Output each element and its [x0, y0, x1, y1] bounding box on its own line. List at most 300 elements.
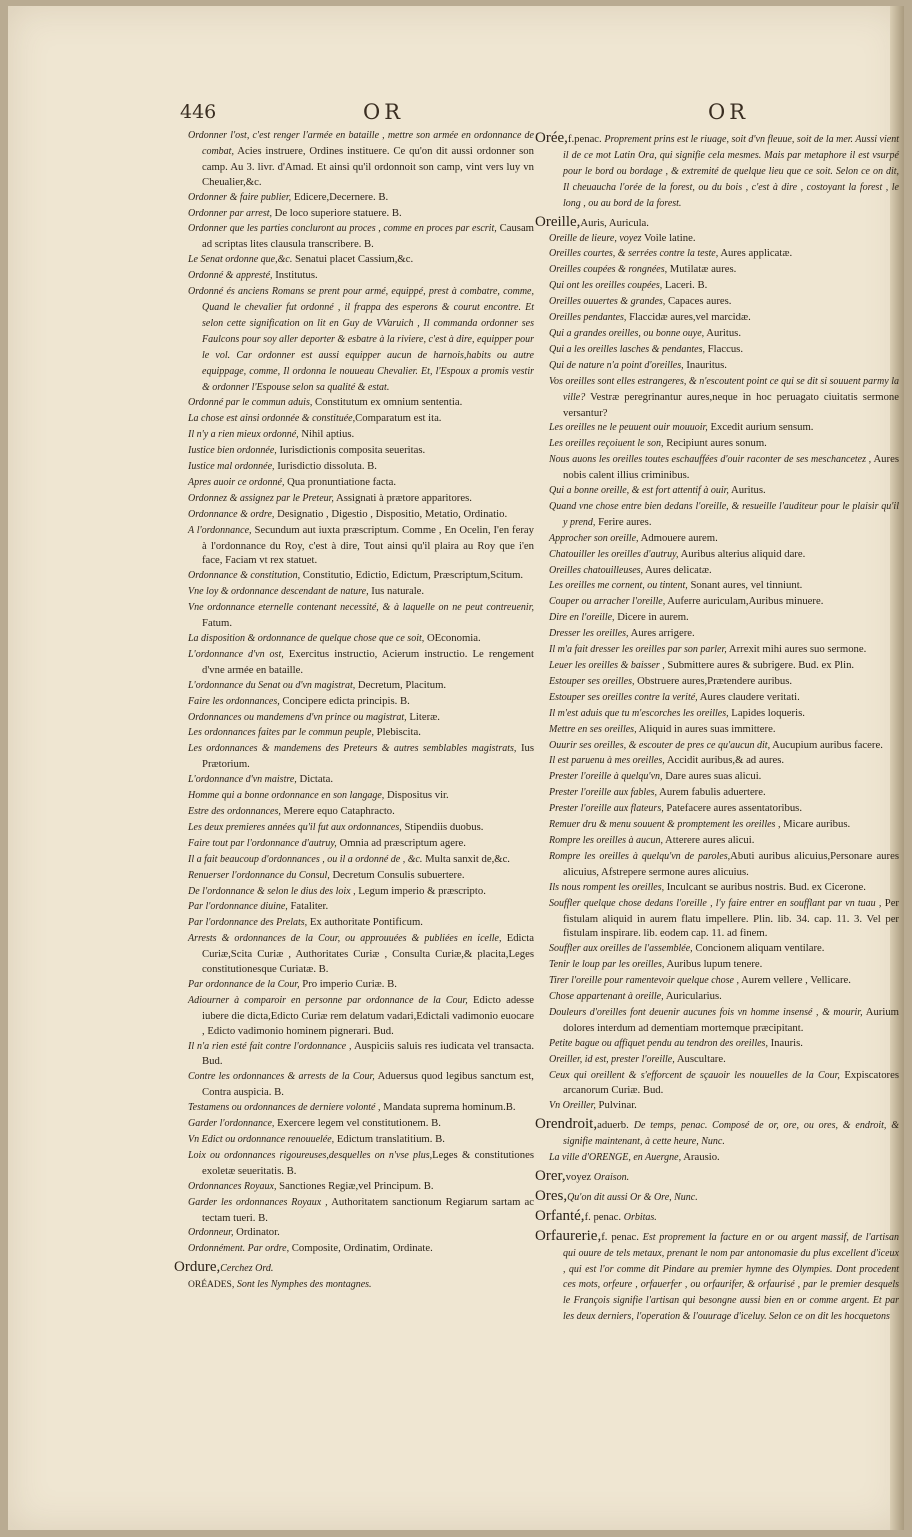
latin-equivalent: Edicto adesse iubere die dicta,Edicto Curiæ rem delatum vadari,Edictali vadimonio euocare , Edicto vadimonio hominem pignerari. Bud. — [202, 993, 534, 1037]
french-phrase: Ordonnances ou mandemens d'vn prince ou magistrat, — [188, 711, 407, 723]
dictionary-entry — [549, 706, 899, 722]
dictionary-entry — [549, 531, 899, 547]
latin-equivalent: Ferire aures. — [595, 515, 652, 528]
french-phrase: Oreiller, id est, prester l'oreille, — [549, 1053, 675, 1065]
latin-equivalent: Leges & constitutiones exoletæ seueritatis. B. — [202, 1148, 534, 1177]
dictionary-entry — [549, 483, 899, 499]
french-phrase: Il est paruenu à mes oreilles, — [549, 755, 665, 767]
latin-equivalent: Aucupium auribus facere. — [770, 738, 883, 751]
dictionary-entry — [549, 610, 899, 626]
grammar-note: f. penac. — [584, 1210, 624, 1223]
french-phrase: Quand vne chose entre bien dedans l'oreille, & resueille l'auditeur pour le plaisir qu'il y prend, — [549, 500, 899, 528]
dictionary-entry — [188, 1132, 534, 1148]
french-phrase: Tenir le loup par les oreilles, — [549, 959, 665, 971]
french-phrase: Tirer l'oreille pour ramentevoir quelque chose , — [549, 975, 739, 987]
french-phrase: Testamens ou ordonnances de derniere volonté , — [188, 1102, 381, 1114]
definition: Orbitas. — [623, 1211, 657, 1223]
latin-equivalent: Vestræ peregrinantur aures,neque in hoc peruagato ciuitatis sermone versantur? — [563, 390, 899, 419]
latin-equivalent: Dictata. — [296, 773, 334, 786]
headword: Orendroit, — [535, 1116, 598, 1133]
dictionary-entry — [188, 411, 534, 427]
french-phrase: Ils nous rompent les oreilles, — [549, 881, 665, 893]
french-phrase: A l'ordonnance, — [188, 524, 252, 536]
latin-equivalent: OEconomia. — [424, 632, 481, 644]
dictionary-entry — [549, 626, 899, 642]
french-phrase: Souffler quelque chose dedans l'oreille , l'y faire entrer en soufflant par vn tuau , — [549, 897, 882, 909]
french-phrase: Oreilles coupées & rongnées, — [549, 264, 668, 276]
dictionary-entry — [549, 1005, 899, 1036]
french-phrase: Ceux qui oreillent & s'efforcent de sçauoir les nouuelles de la Cour, — [549, 1069, 840, 1081]
french-phrase: Loix ou ordonnances rigoureuses,desquelles on n'vse plus, — [188, 1149, 433, 1161]
dictionary-entry — [188, 206, 534, 222]
definition: , Sont les Nymphes des montagnes. — [231, 1279, 372, 1291]
latin-equivalent: Concionem aliquam ventilare. — [692, 942, 825, 955]
dictionary-entry — [535, 1114, 900, 1150]
latin-equivalent: Auscultare. — [674, 1052, 726, 1065]
french-phrase: Par ordonnance de la Cour, — [188, 978, 300, 990]
dictionary-entry — [188, 1277, 534, 1293]
french-phrase: Ordonné par le commun aduis, — [188, 397, 313, 409]
latin-equivalent: Inauris. — [767, 1036, 803, 1049]
french-phrase: Douleurs d'oreilles font deuenir aucunes fois vn homme insensé , & mourir, — [549, 1006, 863, 1018]
latin-equivalent: Merere equo Cataphracto. — [280, 804, 395, 817]
latin-equivalent: Capaces aures. — [665, 295, 732, 308]
latin-equivalent: Flaccus. — [705, 342, 743, 355]
dictionary-entry — [549, 785, 899, 801]
dictionary-entry — [188, 694, 534, 710]
dictionary-entry — [549, 880, 899, 896]
dictionary-entry — [535, 212, 899, 231]
dictionary-entry — [535, 1186, 899, 1206]
grammar-note: f. penac. — [601, 1230, 643, 1243]
french-phrase: Ordonnez & assignez par le Preteur, — [188, 492, 334, 504]
latin-equivalent: Fatum. — [202, 617, 232, 630]
french-phrase: Ordonnance & constitution, — [188, 570, 301, 582]
dictionary-entry — [549, 1150, 899, 1166]
latin-equivalent: Expiscatores arcanorum Curiæ. Bud. — [563, 1068, 899, 1097]
dictionary-entry — [549, 294, 899, 310]
french-phrase: Ordonner par arrest, — [188, 207, 272, 219]
right-column — [535, 128, 900, 1325]
dictionary-entry — [188, 678, 534, 694]
dictionary-entry — [188, 647, 534, 678]
dictionary-entry — [188, 1069, 534, 1100]
latin-equivalent: Edicta Curiæ,Scita Curiæ , Authoritates Curiæ , Consulta Curiæ,& placita,Leges constitutionesque Curiatæ. B. — [202, 932, 534, 976]
latin-equivalent: Legum imperio & præscripto. — [355, 884, 486, 897]
latin-equivalent: Decretum Consulis subuertere. — [329, 868, 465, 881]
dictionary-entry — [174, 1257, 534, 1277]
french-phrase: Prester l'oreille à quelqu'vn, — [549, 771, 663, 783]
latin-equivalent: Pulvinar. — [595, 1099, 637, 1112]
dictionary-entry — [188, 584, 534, 600]
french-phrase: Oreilles pendantes, — [549, 312, 627, 324]
dictionary-entry — [188, 523, 534, 569]
dictionary-entry — [549, 642, 899, 658]
french-phrase: L'ordonnance d'vn ost, — [188, 648, 284, 660]
french-phrase: Homme qui a bonne ordonnance en son langage, — [188, 790, 385, 802]
dictionary-entry — [188, 252, 534, 268]
french-phrase: Par l'ordonnance diuine, — [188, 901, 288, 913]
dictionary-entry — [549, 753, 899, 769]
latin-equivalent: Excedit aurium sensum. — [707, 421, 814, 434]
latin-equivalent: Ordinator. — [233, 1226, 280, 1239]
latin-equivalent: Auricularius. — [663, 990, 722, 1003]
dictionary-entry — [188, 631, 534, 647]
dictionary-entry — [549, 817, 899, 833]
dictionary-entry — [549, 769, 899, 785]
dictionary-entry — [188, 600, 534, 631]
dictionary-entry — [188, 128, 534, 190]
french-phrase: Iustice mal ordonnée, — [188, 461, 275, 473]
french-phrase: Prester l'oreille aux fables, — [549, 787, 658, 799]
latin-equivalent: Edicere,Decernere. B. — [291, 190, 389, 203]
latin-equivalent: Aliquid in aures suas immittere. — [636, 722, 776, 735]
french-phrase: Dresser les oreilles, — [549, 628, 629, 640]
latin-equivalent: Nihil aptius. — [298, 428, 355, 441]
latin-equivalent: Acies instruere, Ordines instituere. Ce qu'on dit aussi ordonner son camp. Au 3. livr. d'Amad. Et ainsi qu'il ordonnoit son camp, vint vers luy vn Cheualier,&c. — [202, 144, 534, 188]
latin-equivalent: Patefacere aures assentatoribus. — [663, 802, 802, 815]
french-phrase: Il n'y a rien mieux ordonné, — [188, 429, 299, 441]
french-phrase: Qui de nature n'a point d'oreilles, — [549, 359, 684, 371]
latin-equivalent: Dicere in aurem. — [614, 611, 689, 624]
dictionary-entry — [549, 326, 899, 342]
dictionary-entry — [535, 1206, 899, 1226]
latin-equivalent: Ex authoritate Pontificum. — [307, 916, 423, 929]
dictionary-entry — [188, 868, 534, 884]
latin-equivalent: Assignati à prætore apparitores. — [333, 491, 472, 504]
latin-equivalent: Micare auribus. — [780, 818, 851, 831]
dictionary-entry — [188, 1225, 534, 1241]
dictionary-entry — [188, 804, 534, 820]
french-phrase: Souffler aux oreilles de l'assemblée, — [549, 943, 693, 955]
latin-equivalent: Arrexit mihi aures suo sermone. — [726, 643, 867, 656]
latin-equivalent: Edictum translatitium. B. — [334, 1133, 445, 1145]
latin-equivalent: Mandata suprema hominum.B. — [380, 1101, 516, 1114]
french-phrase: Faire les ordonnances, — [188, 695, 280, 707]
grammar-note: Auris, Auricula. — [580, 216, 649, 229]
french-phrase: Couper ou arracher l'oreille, — [549, 596, 666, 608]
latin-equivalent: Senatui placet Cassium,&c. — [292, 253, 414, 266]
latin-equivalent: Concipere edicta principis. B. — [279, 694, 410, 707]
french-phrase: Qui a bonne oreille, & est fort attentif à ouir, — [549, 485, 729, 497]
dictionary-entry — [188, 915, 534, 931]
dictionary-entry — [188, 443, 534, 459]
french-phrase: Il n'a rien esté fait contre l'ordonnance , — [188, 1040, 352, 1052]
latin-equivalent: Auribus lupum tenere. — [664, 958, 763, 971]
french-phrase: Garder les ordonnances Royaux , — [188, 1196, 328, 1208]
dictionary-entry — [549, 1098, 899, 1114]
french-phrase: Nous auons les oreilles toutes eschauffées d'ouir raconter de ses meschancetez , — [549, 454, 872, 466]
dictionary-entry — [549, 342, 899, 358]
latin-equivalent: Literæ. — [406, 710, 440, 723]
french-phrase: Contre les ordonnances & arrests de la Cour, — [188, 1071, 375, 1083]
dictionary-entry — [188, 852, 534, 868]
french-phrase: Apres auoir ce ordonné, — [188, 476, 285, 488]
french-phrase: Les oreilles reçoiuent le son, — [549, 438, 664, 450]
latin-equivalent: Constitutio, Edictio, Edictum, Præscriptum,Scitum. — [300, 569, 524, 582]
dictionary-entry — [188, 725, 534, 741]
french-phrase: Renuerser l'ordonnance du Consul, — [188, 869, 330, 881]
grammar-note: f.penac. — [567, 133, 605, 145]
latin-equivalent: Authoritatem sanctionum Regiarum sartam ac tectam tueri. B. — [202, 1195, 534, 1224]
latin-equivalent: Fataliter. — [287, 900, 329, 913]
french-phrase: Ordonné & appresté, — [188, 270, 273, 282]
latin-equivalent: Accidit auribus,& ad aures. — [664, 754, 785, 767]
french-phrase: Le Senat ordonne que,&c. — [188, 254, 293, 266]
latin-equivalent: Mutilatæ aures. — [667, 263, 737, 276]
headword: Ores, — [535, 1187, 568, 1204]
french-phrase: La chose est ainsi ordonnée & constituée, — [188, 413, 356, 425]
french-phrase: Oreille de lieure, voyez — [549, 232, 642, 244]
dictionary-entry — [188, 268, 534, 284]
french-phrase: La ville d'ORENGE, en Auergne, — [549, 1152, 682, 1164]
latin-equivalent: Auspiciis saluis res iudicata vel transacta. Bud. — [202, 1039, 534, 1068]
dictionary-entry — [188, 284, 534, 395]
dictionary-entry — [549, 358, 899, 374]
french-phrase: Les ordonnances & mandemens des Preteurs & autres semblables magistrats, — [188, 743, 517, 755]
definition: Oraison. — [593, 1172, 630, 1183]
dictionary-entry — [188, 568, 534, 584]
latin-equivalent: Lapides loqueris. — [728, 706, 805, 719]
french-phrase: Il m'est aduis que tu m'escorches les oreilles, — [549, 707, 729, 719]
headword: Orfanté, — [535, 1207, 585, 1224]
dictionary-entry — [549, 674, 899, 690]
latin-equivalent: Inculcant se auribus nostris. Bud. ex Cicerone. — [664, 880, 866, 893]
french-phrase: Vos oreilles sont elles estrangeres, & n'escoutent point ce qui se dit si souuent parmy la ville? — [549, 375, 899, 403]
dictionary-entry — [188, 977, 534, 993]
dictionary-entry — [188, 395, 534, 411]
latin-equivalent: Inauritus. — [683, 358, 727, 371]
latin-equivalent: Recipiunt aures sonum. — [663, 437, 767, 450]
latin-equivalent: Flaccidæ aures,vel marcidæ. — [626, 311, 751, 324]
dictionary-entry — [549, 738, 899, 754]
french-phrase: Mettre en ses oreilles, — [549, 723, 637, 735]
dictionary-entry — [549, 246, 899, 262]
latin-equivalent: Auferre auriculam,Auribus minuere. — [665, 595, 824, 608]
french-phrase: Qui ont les oreilles coupées, — [549, 280, 663, 292]
dictionary-entry — [188, 1179, 534, 1195]
french-phrase: De l'ordonnance & selon le dius des loix , — [188, 885, 356, 897]
dictionary-entry — [549, 452, 899, 483]
french-phrase: Garder l'ordonnance, — [188, 1118, 275, 1130]
french-phrase: Vn Edict ou ordonnance renouuelée, — [188, 1134, 335, 1145]
dictionary-entry — [188, 741, 534, 772]
latin-equivalent: Dare aures suas alicui. — [662, 770, 762, 783]
dictionary-entry — [549, 1068, 899, 1099]
french-phrase: Dire en l'oreille, — [549, 612, 615, 624]
french-phrase: Vne loy & ordonnance descendant de nature, — [188, 586, 369, 598]
dictionary-entry — [549, 989, 899, 1005]
french-phrase: Estre des ordonnances, — [188, 805, 281, 817]
dictionary-entry — [549, 547, 899, 563]
french-phrase: Ordonnément. Par ordre, — [188, 1243, 290, 1255]
dictionary-entry — [549, 499, 899, 531]
dictionary-entry — [188, 1195, 534, 1226]
latin-equivalent: Submittere aures & subrigere. Bud. ex Plin. — [664, 659, 855, 671]
latin-equivalent: Pro imperio Curiæ. B. — [299, 977, 397, 990]
french-phrase: Adiourner à comparoir en personne par ordonnance de la Cour, — [188, 994, 468, 1006]
definition: Cerchez Ord. — [220, 1263, 274, 1275]
french-phrase: Les oreilles ne le peuuent ouir mouuoir, — [549, 422, 708, 434]
grammar-note: voyez — [565, 1171, 594, 1183]
dictionary-entry — [549, 801, 899, 817]
dictionary-entry — [188, 710, 534, 726]
dictionary-entry — [188, 459, 534, 475]
french-phrase: Chose appartenant à oreille, — [549, 991, 664, 1003]
french-phrase: Remuer dru & menu souuent & promptement les oreilles , — [549, 819, 781, 831]
french-phrase: Vne ordonnance eternelle contenant necessité, & à laquelle on ne peut contreuenir, — [188, 602, 534, 614]
french-phrase: Ordonnances Royaux, — [188, 1180, 277, 1192]
french-phrase: Oreilles courtes, & serrées contre la teste, — [549, 248, 719, 260]
french-phrase: Leuer les oreilles & baisser , — [549, 660, 665, 671]
dictionary-entry — [549, 833, 899, 849]
latin-equivalent: Obstruere aures,Prætendere auribus. — [634, 674, 793, 687]
latin-equivalent: Abuti auribus alicuius,Personare aures alicuius, Afstrepere sermone aures alicuius. — [563, 849, 899, 878]
latin-equivalent: Ius Prætorium. — [202, 742, 535, 771]
dictionary-entry — [188, 836, 534, 852]
french-phrase: Les ordonnances faites par le commun peuple, — [188, 727, 374, 739]
dictionary-entry — [549, 941, 899, 957]
latin-equivalent: Exercitus instructio, Acierum instructio. Le rengement d'vne armée en bataille. — [202, 647, 534, 676]
latin-equivalent: Laceri. B. — [662, 279, 708, 292]
left-column — [174, 128, 535, 1293]
grammar-note: aduerb. — [597, 1119, 634, 1132]
french-phrase: Par l'ordonnance des Prelats, — [188, 917, 308, 929]
headword: Orée, — [535, 130, 568, 146]
dictionary-entry — [549, 262, 899, 278]
dictionary-entry — [549, 420, 899, 436]
dictionary-entry — [549, 1052, 899, 1068]
french-phrase: Prester l'oreille aux flateurs, — [549, 803, 664, 815]
latin-equivalent: Auritus. — [728, 484, 766, 497]
latin-equivalent: Aurium dolores interdum ad dementiam mortemque præcipitant. — [563, 1005, 899, 1034]
latin-equivalent: Plebiscita. — [374, 726, 421, 739]
french-phrase: Vn Oreiller, — [549, 1100, 596, 1112]
dictionary-entry — [549, 310, 899, 326]
dictionary-entry — [549, 594, 899, 610]
latin-equivalent: Stipendiis duobus. — [401, 820, 484, 833]
french-phrase: Rompre les oreilles à aucun, — [549, 834, 663, 846]
left-running-head: OR — [363, 100, 405, 124]
latin-equivalent: Aurem fabulis aduertere. — [657, 786, 766, 799]
french-phrase: L'ordonnance d'vn maistre, — [188, 774, 297, 786]
latin-equivalent: Sonant aures, vel tinniunt. — [687, 579, 803, 592]
dictionary-entry — [188, 993, 534, 1039]
latin-equivalent: Aurem vellere , Vellicare. — [738, 974, 851, 987]
french-phrase: Les oreilles me cornent, ou tintent, — [549, 580, 688, 592]
right-running-head: OR — [708, 100, 750, 124]
headword: Orfaurerie, — [535, 1227, 602, 1244]
french-phrase: Estouper ses oreilles contre la verité, — [549, 691, 698, 703]
french-phrase: Approcher son oreille, — [549, 532, 639, 544]
dictionary-entry — [188, 491, 534, 507]
dictionary-entry — [188, 931, 534, 977]
french-phrase: Rompre les oreilles à quelqu'vn de paroles, — [549, 850, 731, 862]
headword: Orer, — [535, 1168, 566, 1184]
definition: De temps, penac. Composé de or, ore, ou ores, & endroit, & signifie maintenant, à cette heure, Nunc. — [563, 1120, 900, 1148]
latin-equivalent: Constitutum ex omnium sententia. — [312, 396, 463, 409]
dictionary-entry — [549, 563, 899, 579]
latin-equivalent: Atterere aures alicui. — [662, 833, 755, 846]
headword: ORÉADES — [188, 1280, 232, 1291]
dictionary-entry — [549, 374, 899, 421]
french-phrase: L'ordonnance du Senat ou d'vn magistrat, — [188, 679, 356, 691]
latin-equivalent: Aures arrigere. — [628, 627, 695, 640]
dictionary-entry — [188, 1039, 534, 1070]
dictionary-entry — [188, 190, 534, 206]
dictionary-entry — [549, 690, 899, 706]
dictionary-entry — [549, 278, 899, 294]
latin-equivalent: Aures nobis calent illius criminibus. — [563, 453, 899, 482]
latin-equivalent: Iurisdictionis composita seueritas. — [276, 444, 426, 457]
latin-equivalent: Per fistulam aliquid in aurem flatu impellere. Plin. lib. 34. cap. 11. 3. Vel per fistulam inspirare. lib. eodem cap. 11. ad finem. — [563, 896, 899, 940]
latin-equivalent: Secundum aut iuxta præscriptum. Comme , En Ocelin, I'en feray à l'ordonnance du Roy, c'est à dire, Tout ainsi qu'il plaira au Roy que i'en face, Faciam vt rex statuet. — [202, 523, 534, 567]
latin-equivalent: Causam ad scriptas lites clausula transcribere. B. — [202, 222, 534, 251]
dictionary-entry — [188, 884, 534, 900]
dictionary-entry — [188, 1100, 534, 1116]
dictionary-entry — [188, 820, 534, 836]
latin-equivalent: Admouere aurem. — [638, 531, 718, 544]
latin-equivalent: Decretum, Placitum. — [355, 678, 447, 691]
latin-equivalent: Auribus alterius aliquid dare. — [678, 547, 806, 560]
french-phrase: Il m'a fait dresser les oreilles par son parler, — [549, 644, 727, 656]
french-phrase: Les deux premieres années qu'il fut aux ordonnances, — [188, 821, 402, 833]
dictionary-page — [8, 6, 904, 1530]
latin-equivalent: Composite, Ordinatim, Ordinate. — [289, 1242, 433, 1255]
dictionary-entry — [549, 231, 899, 247]
dictionary-entry — [535, 1226, 899, 1325]
definition: Proprement prins est le riuage, soit d'vn fleuue, soit de la mer. Aussi vient il de ce mot Latin Ora, qui signifie cela mesmes. Mais par metaphore il est vsurpé pour le bord ou bordage , & extremité de quelque lieu que ce soit. Selon ce on dit, Il cheuaucha l'orée de la forest, ou du bois , c'est à dire , costoyant la forest , le long , ou au bord de la forest. — [563, 134, 899, 209]
latin-equivalent: Institutus. — [272, 269, 318, 282]
latin-equivalent: Auritus. — [704, 326, 741, 339]
latin-equivalent: Aures delicatæ. — [643, 563, 712, 576]
french-phrase: Ordonnance & ordre, — [188, 508, 275, 520]
french-phrase: Il a fait beaucoup d'ordonnances , ou il a ordonné de , &c. — [188, 853, 423, 865]
latin-equivalent: Ius naturale. — [368, 585, 425, 598]
dictionary-entry — [549, 896, 899, 942]
french-phrase: La disposition & ordonnance de quelque chose que ce soit, — [188, 633, 425, 644]
dictionary-entry — [188, 788, 534, 804]
headword: Ordure, — [174, 1259, 221, 1276]
french-phrase: Estouper ses oreilles, — [549, 675, 635, 687]
dictionary-entry — [188, 1148, 534, 1179]
dictionary-entry — [188, 475, 534, 491]
french-phrase: Ordonner & faire publier, — [188, 191, 292, 203]
french-phrase: Oreilles ouuertes & grandes, — [549, 296, 666, 308]
french-phrase: Ordonner l'ost, c'est renger l'armée en bataille , mettre son armée en ordonnance de combat, — [188, 130, 534, 157]
dictionary-entry — [188, 772, 534, 788]
dictionary-entry — [188, 221, 534, 252]
french-phrase: Petite bague ou affiquet pendu au tendron des oreilles, — [549, 1037, 768, 1049]
french-phrase: Faire tout par l'ordonnance d'autruy, — [188, 837, 337, 849]
latin-equivalent: Aduersus quod legibus sanctum est, Contra auspicia. B. — [202, 1070, 534, 1099]
headword: Oreille, — [535, 213, 581, 230]
latin-equivalent: Dispositus vir. — [384, 789, 449, 802]
latin-equivalent: Omnia ad præscriptum agere. — [336, 836, 466, 849]
dictionary-entry — [188, 1116, 534, 1132]
definition: Qu'on dit aussi Or & Ore, Nunc. — [567, 1191, 698, 1203]
latin-equivalent: Arausio. — [681, 1151, 720, 1164]
dictionary-entry — [188, 899, 534, 915]
latin-equivalent: Iurisdictio dissoluta. B. — [274, 460, 377, 473]
latin-equivalent: Aures applicatæ. — [718, 247, 793, 260]
french-phrase: Oreilles chatouilleuses, — [549, 564, 644, 576]
french-phrase: Arrests & ordonnances de la Cour, ou approuuées & publiées en icelle, — [188, 933, 502, 945]
latin-equivalent: Comparatum est ita. — [355, 412, 442, 425]
latin-equivalent: Multa sanxit de,&c. — [422, 852, 510, 865]
french-phrase: Ordonné és anciens Romans se prent pour armé, equippé, prest à combatre, comme, Quand le chevalier fut ordonné , il frappa des esperons & courut encontre. Et selon cette signification on lit en Guy de VVaruich , Il commanda ordonner ses Faulcons pour soy aller deporter & esbatre à la riviere, c'est à dire, equipper pour le vol. Car ordonner est aussi equipper aucun de harnois,habits ou autre equippage, comme, Il ordonna le nouueau Chevalier. Et, l'Espoux a promis vestir & ordonner l'Espouse selon sa qualité & estat. — [188, 286, 534, 393]
latin-equivalent: De loco superiore statuere. B. — [271, 206, 402, 219]
